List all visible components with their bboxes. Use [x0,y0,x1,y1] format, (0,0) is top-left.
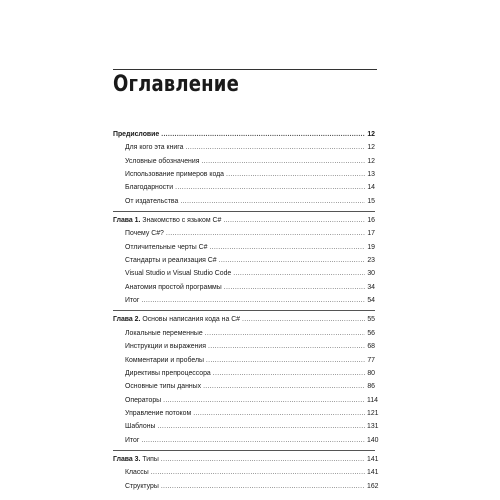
toc-item-label: Структуры [125,482,159,490]
toc-item-label: Visual Studio и Visual Studio Code [125,270,232,278]
toc-page-number: 86 [367,383,375,391]
toc-item-label: Почему C#? [125,230,164,238]
toc-item[interactable] [113,227,375,240]
leader-dots [219,254,365,267]
toc-item[interactable] [113,367,375,380]
toc-item[interactable] [113,241,375,254]
toc-item[interactable] [113,294,375,307]
toc-page-number: 12 [367,131,375,138]
toc-page-number: 13 [367,171,375,179]
toc-item-label: Использование примеров кода [125,171,224,179]
toc-page-number: 16 [367,217,375,225]
toc-item-label: Управление потоком [125,409,192,417]
leader-dots [141,434,365,447]
toc-heading-label: Глава 1. Знакомство с языком C# [113,217,222,225]
leader-dots [161,480,365,493]
leader-dots [151,466,365,479]
toc-page-number: 19 [367,243,375,251]
toc-page-number: 162 [367,482,379,490]
leader-dots [223,214,365,227]
toc-heading-chapter-3[interactable] [113,453,379,466]
leader-dots [141,294,365,307]
toc-item-label: Итог [125,297,140,305]
toc-item-label: Анатомия простой программы [125,283,222,291]
table-of-contents [113,128,379,493]
leader-dots [209,241,365,254]
toc-item[interactable] [113,394,378,407]
toc-page-number: 14 [367,184,375,192]
toc-item[interactable] [113,434,379,447]
toc-item-label: Стандарты и реализация C# [125,257,217,265]
toc-page-number: 17 [367,230,375,238]
toc-item[interactable] [113,254,375,267]
toc-heading-preface[interactable] [113,128,375,141]
toc-item[interactable] [113,281,375,294]
toc-item-label: Итог [125,436,140,444]
toc-item-label: Операторы [125,396,162,404]
toc-page-number: 56 [367,329,375,337]
leader-dots [205,327,365,340]
toc-item-label: Директивы препроцессора [125,369,211,377]
leader-dots [233,267,365,280]
leader-dots [161,453,365,466]
toc-page-number: 77 [367,356,375,364]
toc-page-number: 54 [367,297,375,305]
toc-item-label: Инструкции и выражения [125,343,207,351]
toc-item-label: Шаблоны [125,423,156,431]
toc-item[interactable] [113,420,379,433]
toc-item-label: Благодарности [125,184,174,192]
toc-item-label: Классы [125,469,149,477]
leader-dots [242,313,365,326]
leader-dots [161,128,365,141]
toc-item[interactable] [113,466,379,479]
toc-page-number: 12 [367,144,375,152]
toc-item[interactable] [113,480,379,493]
section-divider [113,450,375,451]
toc-heading-label: Глава 2. Основы написания кода на C# [113,316,241,324]
toc-item-label: Комментарии и пробелы [125,356,204,364]
toc-item-label: Отличительные черты C# [125,243,208,251]
toc-page-number: 12 [367,157,375,165]
toc-item[interactable] [113,407,379,420]
toc-item[interactable] [113,354,375,367]
toc-item-label: Для кого эта книга [125,144,184,152]
toc-page-number: 80 [367,369,375,377]
leader-dots [213,367,365,380]
toc-item[interactable] [113,380,375,393]
toc-page-number: 114 [367,396,378,404]
top-rule [113,69,377,70]
toc-item[interactable] [113,181,375,194]
toc-item-label: Основные типы данных [125,383,202,391]
leader-dots [201,155,365,168]
toc-heading-chapter-2[interactable] [113,313,375,326]
toc-page-number: 141 [367,455,379,463]
toc-page-number: 34 [367,283,375,291]
toc-item-label: Локальные переменные [125,329,203,337]
toc-item-label: Условные обозначения [125,157,200,165]
leader-dots [193,407,365,420]
leader-dots [180,195,365,208]
section-divider [113,211,375,212]
toc-item[interactable] [113,267,375,280]
leader-dots [175,181,365,194]
toc-item[interactable] [113,168,375,181]
leader-dots [208,340,365,353]
toc-heading-chapter-1[interactable] [113,214,375,227]
toc-page-number: 131 [367,423,379,431]
toc-item-label: От издательства [125,197,179,205]
leader-dots [226,168,365,181]
toc-page-number: 55 [367,316,375,324]
toc-page-number: 23 [367,257,375,265]
toc-page-number: 68 [367,343,375,351]
toc-heading-label: Предисловие [113,131,160,138]
page-title: Оглавление [113,72,239,97]
leader-dots [206,354,365,367]
toc-page-number: 15 [367,197,375,205]
leader-dots [157,420,365,433]
toc-item[interactable] [113,195,375,208]
toc-heading-label: Глава 3. Типы [113,455,159,463]
toc-item[interactable] [113,340,375,353]
toc-page-number: 140 [367,436,379,444]
leader-dots [166,227,365,240]
toc-item[interactable] [113,155,375,168]
leader-dots [203,380,365,393]
leader-dots [185,141,365,154]
toc-item[interactable] [113,327,375,340]
leader-dots [224,281,365,294]
leader-dots [163,394,365,407]
toc-page-number: 30 [367,270,375,278]
toc-item[interactable] [113,141,375,154]
section-divider [113,310,375,311]
toc-page-number: 121 [367,409,379,417]
toc-page-number: 141 [367,469,379,477]
